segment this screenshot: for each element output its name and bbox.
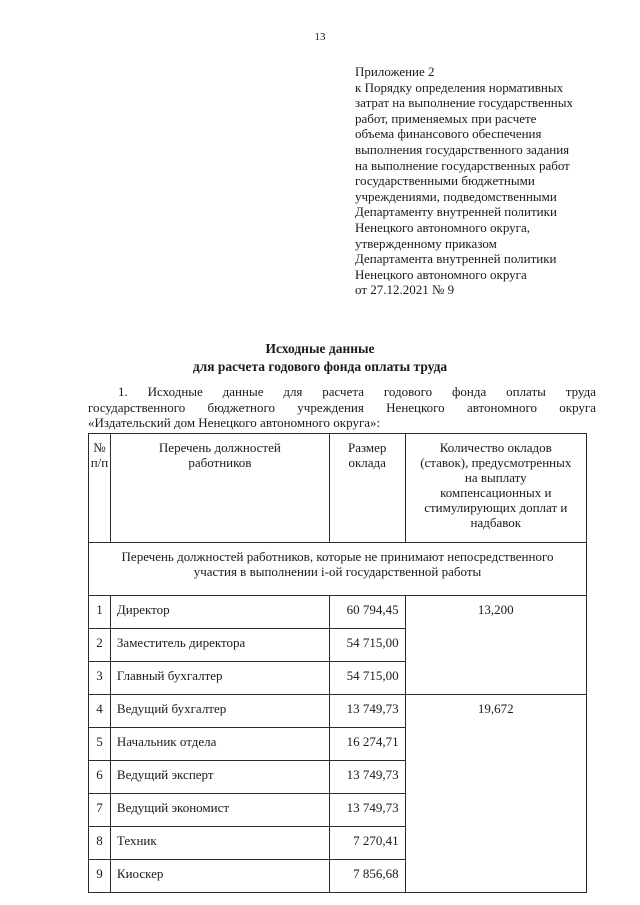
appendix-line: затрат на выполнение государственных	[355, 95, 573, 111]
row-salary: 16 274,71	[329, 728, 405, 761]
header-text: работников	[188, 455, 252, 470]
row-num: 2	[89, 629, 111, 662]
header-text: компенсационных и	[440, 485, 552, 500]
appendix-line: объема финансового обеспечения	[355, 126, 542, 142]
appendix-line: на выполнение государственных работ	[355, 157, 570, 173]
appendix-line: работ, применяемых при расчете	[355, 110, 537, 126]
header-salary	[329, 434, 405, 543]
row-salary: 54 715,00	[329, 662, 405, 695]
row-num: 4	[89, 695, 111, 728]
document-title	[0, 340, 640, 376]
header-text: (ставок), предусмотренных	[420, 455, 572, 470]
row-salary: 54 715,00	[329, 629, 405, 662]
row-position: Техник	[110, 827, 329, 860]
row-num: 8	[89, 827, 111, 860]
header-text: Перечень должностей	[158, 440, 281, 455]
group-count: 19,672	[405, 695, 586, 893]
header-text: надбавок	[470, 515, 522, 530]
header-text: Размер	[347, 440, 387, 455]
row-salary: 60 794,45	[329, 596, 405, 629]
title-line: Исходные данные	[265, 341, 375, 356]
section-text: участия в выполнении i-ой государственной работы	[193, 564, 482, 579]
header-position	[110, 434, 329, 543]
row-salary: 7 856,68	[329, 860, 405, 893]
intro-line: 1. Исходные данные для расчета годового фонда оплаты труда	[118, 384, 596, 399]
salary-table	[88, 433, 587, 893]
header-count	[405, 434, 586, 543]
header-text: на выплату	[464, 470, 527, 485]
appendix-line: Ненецкого автономного округа,	[355, 219, 530, 235]
table-row	[89, 596, 587, 629]
appendix-line: учреждениями, подведомственными	[355, 188, 557, 204]
row-salary: 13 749,73	[329, 761, 405, 794]
appendix-line: от 27.12.2021 № 9	[355, 282, 455, 298]
header-text: п/п	[90, 455, 109, 470]
row-num: 1	[89, 596, 111, 629]
table-section-row	[89, 543, 587, 596]
row-salary: 13 749,73	[329, 695, 405, 728]
row-num: 3	[89, 662, 111, 695]
appendix-line: Приложение 2	[355, 64, 435, 79]
appendix-line: Ненецкого автономного округа	[355, 266, 527, 282]
row-num: 9	[89, 860, 111, 893]
row-salary: 13 749,73	[329, 794, 405, 827]
row-num: 6	[89, 761, 111, 794]
row-position: Ведущий эксперт	[110, 761, 329, 794]
row-position: Заместитель директора	[110, 629, 329, 662]
page-number: 13	[314, 31, 326, 43]
intro-line: «Издательский дом Ненецкого автономного округа»:	[88, 415, 381, 431]
row-num: 5	[89, 728, 111, 761]
table-row	[89, 695, 587, 728]
row-position: Начальник отдела	[110, 728, 329, 761]
header-text: стимулирующих доплат и	[424, 500, 568, 515]
appendix-line: Департамента внутренней политики	[355, 251, 557, 267]
row-position: Киоскер	[110, 860, 329, 893]
appendix-line: выполнения государственного задания	[355, 141, 570, 157]
row-position: Ведущий бухгалтер	[110, 695, 329, 728]
section-title	[89, 543, 587, 596]
appendix-line: Департаменту внутренней политики	[355, 204, 557, 220]
table-header-row	[89, 434, 587, 543]
header-text: оклада	[348, 455, 386, 470]
header-text: №	[93, 440, 106, 455]
title-line: для расчета годового фонда оплаты труда	[192, 359, 448, 374]
group-count: 13,200	[405, 596, 586, 695]
intro-line: государственного бюджетного учреждения Ненецкого автономного округа	[88, 399, 596, 415]
row-position: Главный бухгалтер	[110, 662, 329, 695]
row-num: 7	[89, 794, 111, 827]
appendix-line: к Порядку определения нормативных	[355, 79, 564, 95]
header-num	[89, 434, 111, 543]
row-position: Директор	[110, 596, 329, 629]
appendix-header	[355, 64, 610, 298]
section-text: Перечень должностей работников, которые не принимают непосредственного	[121, 549, 554, 564]
row-position: Ведущий экономист	[110, 794, 329, 827]
intro-paragraph	[88, 384, 596, 431]
appendix-line: утвержденному приказом	[355, 235, 497, 251]
row-salary: 7 270,41	[329, 827, 405, 860]
header-text: Количество окладов	[439, 440, 552, 455]
appendix-line: государственными бюджетными	[355, 173, 535, 189]
